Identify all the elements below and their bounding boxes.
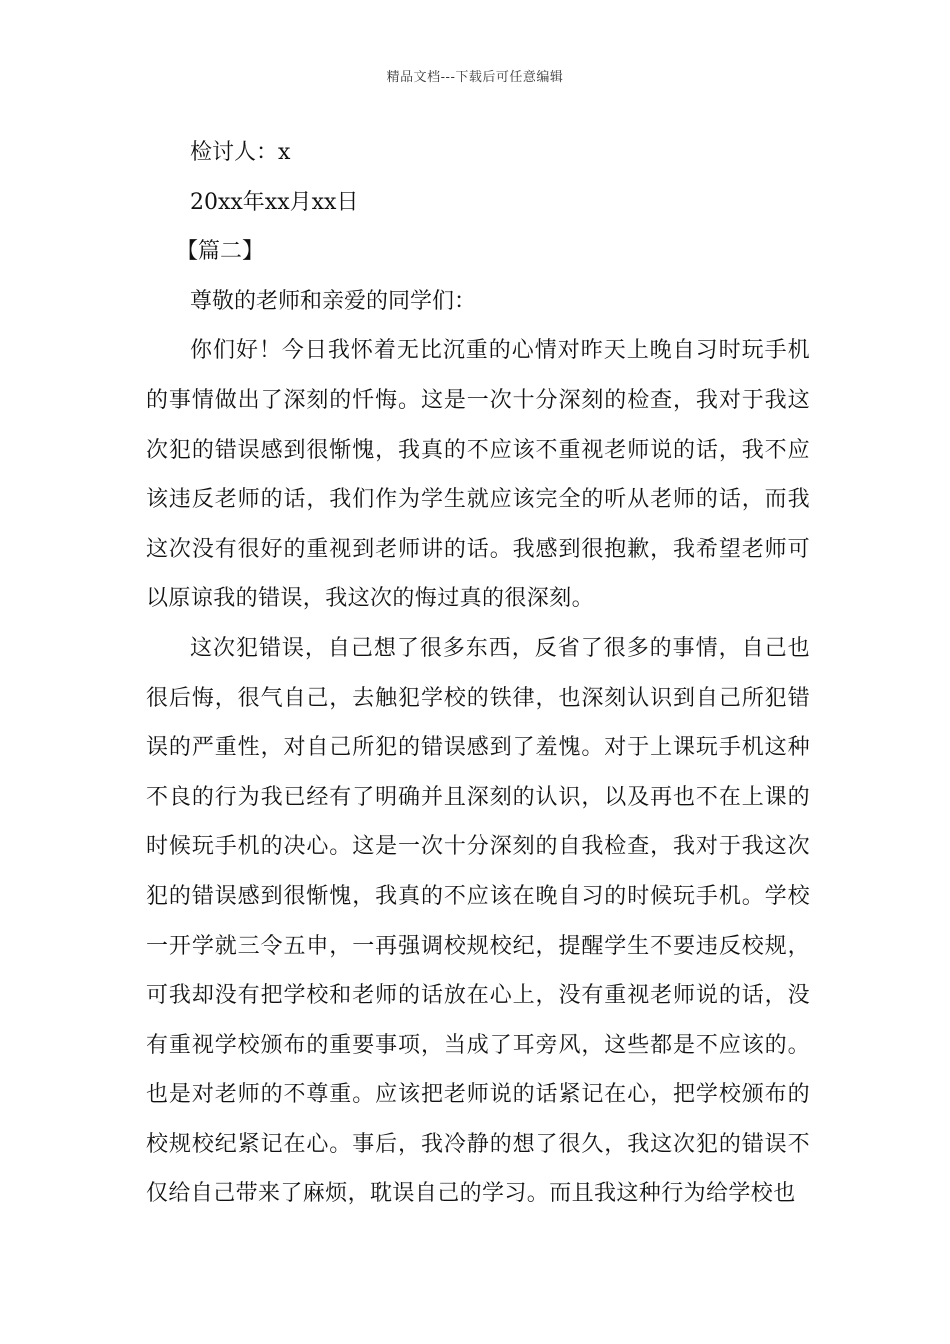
section-title: 【篇二】 xyxy=(176,239,265,265)
page-header: 精品文档---下载后可任意编辑 xyxy=(386,70,564,85)
paragraph-1: 你们好！今日我怀着无比沉重的心情对昨天上晚自习时玩手机的事情做出了深刻的忏悔。这是一次十分深刻的检查，我对于我这次犯的错误感到很惭愧，我真的不应该不重视老师说的话，我不应该违反老师的话，我们作为学生就应该完全的听从老师的话，而我这次没有很好的重视到老师讲的话。我感到很抱歉，我希望老师可以原谅我的错误，我这次的悔过真的很深刻。 xyxy=(146,338,810,612)
document-body xyxy=(146,128,810,1219)
greeting-line: 尊敬的老师和亲爱的同学们： xyxy=(190,288,477,314)
paragraph-2: 这次犯错误，自己想了很多东西，反省了很多的事情，自己也很后悔，很气自己，去触犯学校的铁律，也深刻认识到自己所犯错误的严重性，对自己所犯的错误感到了羞愧。对于上课玩手机这种不良的行为我已经有了明确并且深刻的认识，以及再也不在上课的时候玩手机的决心。这是一次十分深刻的自我检查，我对于我这次犯的错误感到很惭愧，我真的不应该在晚自习的时候玩手机。学校一开学就三令五申，一再强调校规校纪，提醒学生不要违反校规，可我却没有把学校和老师的话放在心上，没有重视老师说的话，没有重视学校颁布的重要事项，当成了耳旁风，这些都是不应该的。也是对老师的不尊重。应该把老师说的话紧记在心，把学校颁布的校规校纪紧记在心。事后，我冷静的想了很久，我这次犯的错误不仅给自己带来了麻烦，耽误自己的学习。而且我这种行为给学校也 xyxy=(146,635,810,1207)
date-line: 20xx年xx月xx日 xyxy=(190,189,359,215)
signer-line: 检讨人：x xyxy=(190,140,291,165)
